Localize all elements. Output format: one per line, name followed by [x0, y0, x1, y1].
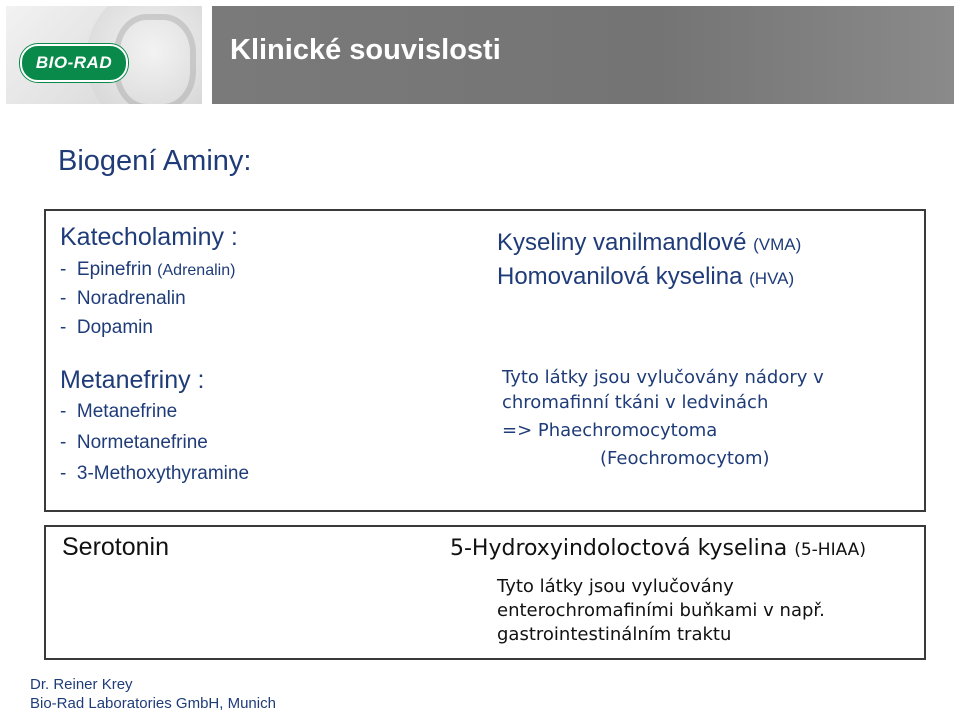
description-line: Tyto látky jsou vylučovány [497, 576, 734, 597]
hva-line [497, 263, 794, 291]
item-name: 3-Methoxythyramine [76, 463, 250, 484]
slide-subtitle: Biogení Aminy: [58, 145, 252, 177]
description-line: => Phaechromocytoma [502, 420, 718, 441]
vma-name: Kyseliny vanilmandlové [497, 229, 747, 256]
item-name: Noradrenalin [76, 288, 186, 309]
list-item [60, 463, 249, 485]
footer-company: Bio-Rad Laboratories GmbH, Munich [30, 695, 276, 712]
item-name: Dopamin [76, 317, 153, 338]
title-bar [212, 6, 954, 104]
serotonin-heading: Serotonin [62, 533, 170, 561]
footer-author: Dr. Reiner Krey [30, 676, 133, 693]
catecholamines-heading: Katecholaminy : [60, 223, 238, 251]
hiaa-abbr: (5-HIAA) [794, 540, 866, 560]
item-name: Epinefrin [76, 259, 152, 280]
bio-rad-logo [20, 44, 128, 82]
bullet-dash: - [60, 463, 67, 484]
bullet-dash: - [60, 259, 67, 280]
bullet-dash: - [60, 288, 67, 309]
hiaa-name: 5-Hydroxyindoloctová kyselina [450, 536, 788, 561]
bullet-dash: - [60, 432, 67, 453]
list-item [60, 288, 186, 310]
item-name: Normetanefrine [76, 432, 208, 453]
list-item [60, 317, 153, 339]
hva-abbr: (HVA) [749, 269, 795, 288]
logo-panel [6, 6, 202, 104]
description-line: chromafinní tkáni v ledvinách [502, 392, 769, 413]
logo-text: BIO-RAD [35, 53, 113, 72]
vma-abbr: (VMA) [753, 235, 802, 254]
bullet-dash: - [60, 317, 67, 338]
vma-line [497, 229, 801, 257]
item-name: Metanefrine [76, 401, 178, 422]
list-item [60, 432, 208, 454]
slide-title: Klinické souvislosti [230, 34, 501, 66]
metanephrines-heading: Metanefriny : [60, 366, 205, 394]
description-line: (Feochromocytom) [600, 448, 770, 469]
list-item [60, 401, 177, 423]
bullet-dash: - [60, 401, 67, 422]
description-line: gastrointestinálním traktu [497, 624, 732, 645]
list-item [60, 259, 235, 281]
description-line: enterochromafiními buňkami v např. [497, 600, 825, 621]
description-line: Tyto látky jsou vylučovány nádory v [502, 367, 824, 388]
hiaa-line [450, 536, 866, 561]
item-note: (Adrenalin) [157, 262, 236, 279]
hva-name: Homovanilová kyselina [497, 263, 743, 290]
